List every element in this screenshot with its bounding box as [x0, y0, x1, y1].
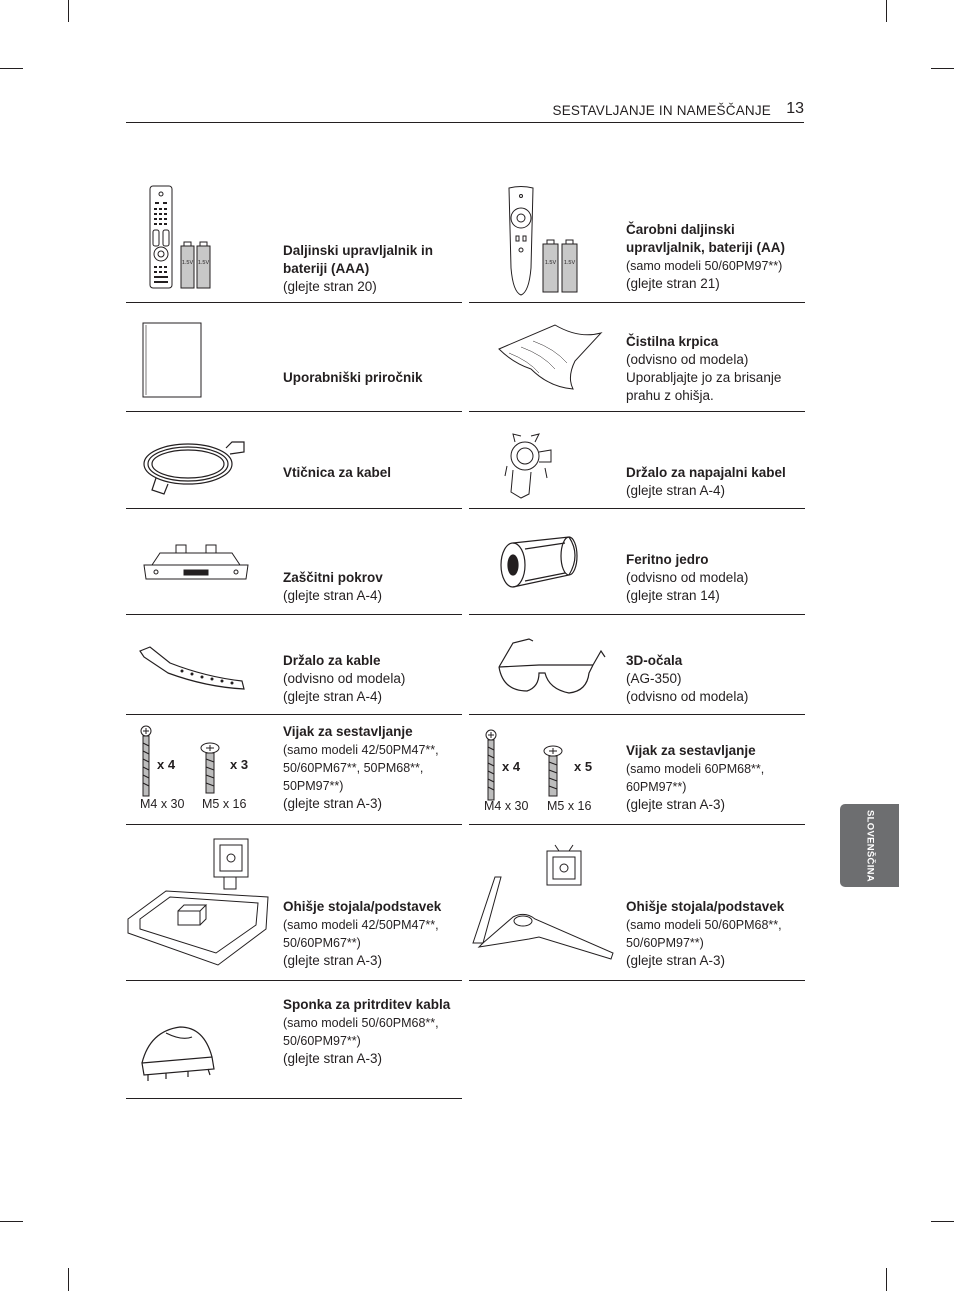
screw-quantity: x 4: [157, 757, 176, 772]
item-text: [283, 242, 459, 296]
item-text: [283, 569, 459, 605]
item-note: (odvisno od modela): [626, 689, 749, 704]
item-name: Čistilna krpica: [626, 334, 719, 349]
item-note: (odvisno od modela): [626, 570, 749, 585]
stand-base-icon: [469, 825, 619, 980]
item-note: (glejte stran A-4): [626, 483, 726, 498]
screw-size: M4 x 30: [140, 797, 185, 811]
item-text: [283, 723, 459, 813]
protection-cover-icon: [126, 509, 276, 614]
screw-quantity: x 3: [230, 757, 249, 772]
item-note: (glejte stran A-3): [283, 953, 383, 968]
item-text: [626, 742, 802, 814]
battery-label: 1.5V: [563, 260, 576, 266]
item-note: (samo modeli 50/60PM68**, 50/60PM97**): [626, 918, 782, 950]
item-name: Zaščitni pokrov: [283, 570, 383, 585]
magic-remote-icon: [469, 182, 619, 302]
item-note: (odvisno od modela): [626, 352, 749, 367]
crop-mark: [886, 1268, 887, 1291]
item-name: Čarobni daljinski upravljalnik, bateriji (AA): [626, 222, 786, 255]
item-note: (samo modeli 42/50PM47**, 50/60PM67**, 50PM68**, 50PM97**): [283, 743, 439, 793]
accessory-stand-base-b: [469, 825, 805, 981]
accessory-3d-glasses: [469, 615, 805, 715]
remote-control-icon: [126, 182, 276, 302]
item-name: Držalo za kable: [283, 653, 381, 668]
item-name: Sponka za pritrditev kabla: [283, 997, 451, 1012]
item-text: [626, 333, 802, 405]
screw-size: M4 x 30: [484, 799, 529, 813]
accessory-owners-manual: [126, 303, 462, 412]
item-note: (samo modeli 60PM68**, 60PM97**): [626, 762, 765, 794]
cleaning-cloth-icon: [469, 303, 619, 411]
item-note: (samo modeli 42/50PM47**, 50/60PM67**): [283, 918, 439, 950]
item-name: Vtičnica za kabel: [283, 465, 392, 480]
item-name: Feritno jedro: [626, 552, 709, 567]
item-text: [283, 369, 459, 387]
accessory-screws-b: [469, 715, 805, 825]
item-text: [626, 221, 802, 293]
item-name: 3D-očala: [626, 653, 683, 668]
item-note: (samo modeli 50/60PM68**, 50/60PM97**): [283, 1016, 439, 1048]
accessory-power-cord: [126, 412, 462, 509]
screw-quantity: x 5: [574, 759, 593, 774]
item-name: Daljinski upravljalnik in bateriji (AAA): [283, 243, 434, 276]
item-text: [626, 652, 802, 706]
item-name: Vijak za sestavljanje: [626, 743, 756, 758]
item-text: [626, 464, 802, 500]
item-note: (glejte stran 14): [626, 588, 720, 603]
item-text: [283, 996, 459, 1068]
battery-label: 1.5V: [197, 260, 210, 266]
cable-clip-icon: [126, 981, 276, 1098]
accessory-protection-cover: [126, 509, 462, 615]
item-note: (glejte stran A-3): [283, 1051, 383, 1066]
section-title: SESTAVLJANJE IN NAMEŠČANJE: [552, 103, 771, 118]
accessory-stand-base-a: [126, 825, 462, 981]
crop-mark: [68, 0, 69, 22]
item-note: (glejte stran 20): [283, 279, 377, 294]
item-note: Uporabljajte jo za brisanje prahu z ohišja.: [626, 370, 782, 403]
accessory-ferrite-core: [469, 509, 805, 615]
item-name: Držalo za napajalni kabel: [626, 465, 786, 480]
crop-mark: [68, 1268, 69, 1291]
item-text: [283, 652, 459, 706]
screw-size: M5 x 16: [547, 799, 592, 813]
crop-mark: [0, 1221, 23, 1222]
crop-mark: [886, 0, 887, 22]
power-cord-icon: [126, 412, 276, 508]
cable-tie-icon: [126, 615, 276, 714]
page-header: [126, 100, 804, 123]
accessory-screws-a: [126, 715, 462, 825]
item-note: (glejte stran A-3): [283, 796, 383, 811]
cord-holder-icon: [469, 412, 619, 508]
screw-quantity: x 4: [502, 759, 521, 774]
accessory-cable-holder: [126, 615, 462, 715]
3d-glasses-icon: [469, 615, 619, 714]
crop-mark: [0, 68, 23, 69]
item-note: (samo modeli 50/60PM97**): [626, 259, 783, 273]
item-name: Ohišje stojala/podstavek: [626, 899, 785, 914]
stand-base-icon: [126, 825, 276, 980]
item-note: (AG-350): [626, 671, 682, 686]
ferrite-core-icon: [469, 509, 619, 614]
item-note: (glejte stran A-4): [283, 689, 383, 704]
language-tab: [840, 804, 899, 887]
item-note: (glejte stran A-3): [626, 797, 726, 812]
battery-label: 1.5V: [544, 260, 557, 266]
manual-book-icon: [126, 303, 276, 411]
item-text: [626, 898, 802, 970]
item-note: (glejte stran A-3): [626, 953, 726, 968]
item-text: [626, 551, 802, 605]
crop-mark: [931, 68, 954, 69]
item-name: Ohišje stojala/podstavek: [283, 899, 442, 914]
item-text: [283, 464, 459, 482]
item-note: (glejte stran 21): [626, 276, 720, 291]
accessory-cleaning-cloth: [469, 303, 805, 412]
item-note: (glejte stran A-4): [283, 588, 383, 603]
battery-label: 1.5V: [181, 260, 194, 266]
item-name: Vijak za sestavljanje: [283, 724, 413, 739]
accessory-power-cord-holder: [469, 412, 805, 509]
language-tab-label: SLOVENŠČINA: [864, 809, 875, 882]
item-note: (odvisno od modela): [283, 671, 406, 686]
page-number: 13: [786, 100, 804, 117]
accessory-cable-clip: [126, 981, 462, 1099]
screw-size: M5 x 16: [202, 797, 247, 811]
crop-mark: [931, 1221, 954, 1222]
item-name: Uporabniški priročnik: [283, 370, 423, 385]
accessory-magic-remote: [469, 182, 805, 303]
accessory-remote-control: [126, 182, 462, 303]
item-text: [283, 898, 459, 970]
